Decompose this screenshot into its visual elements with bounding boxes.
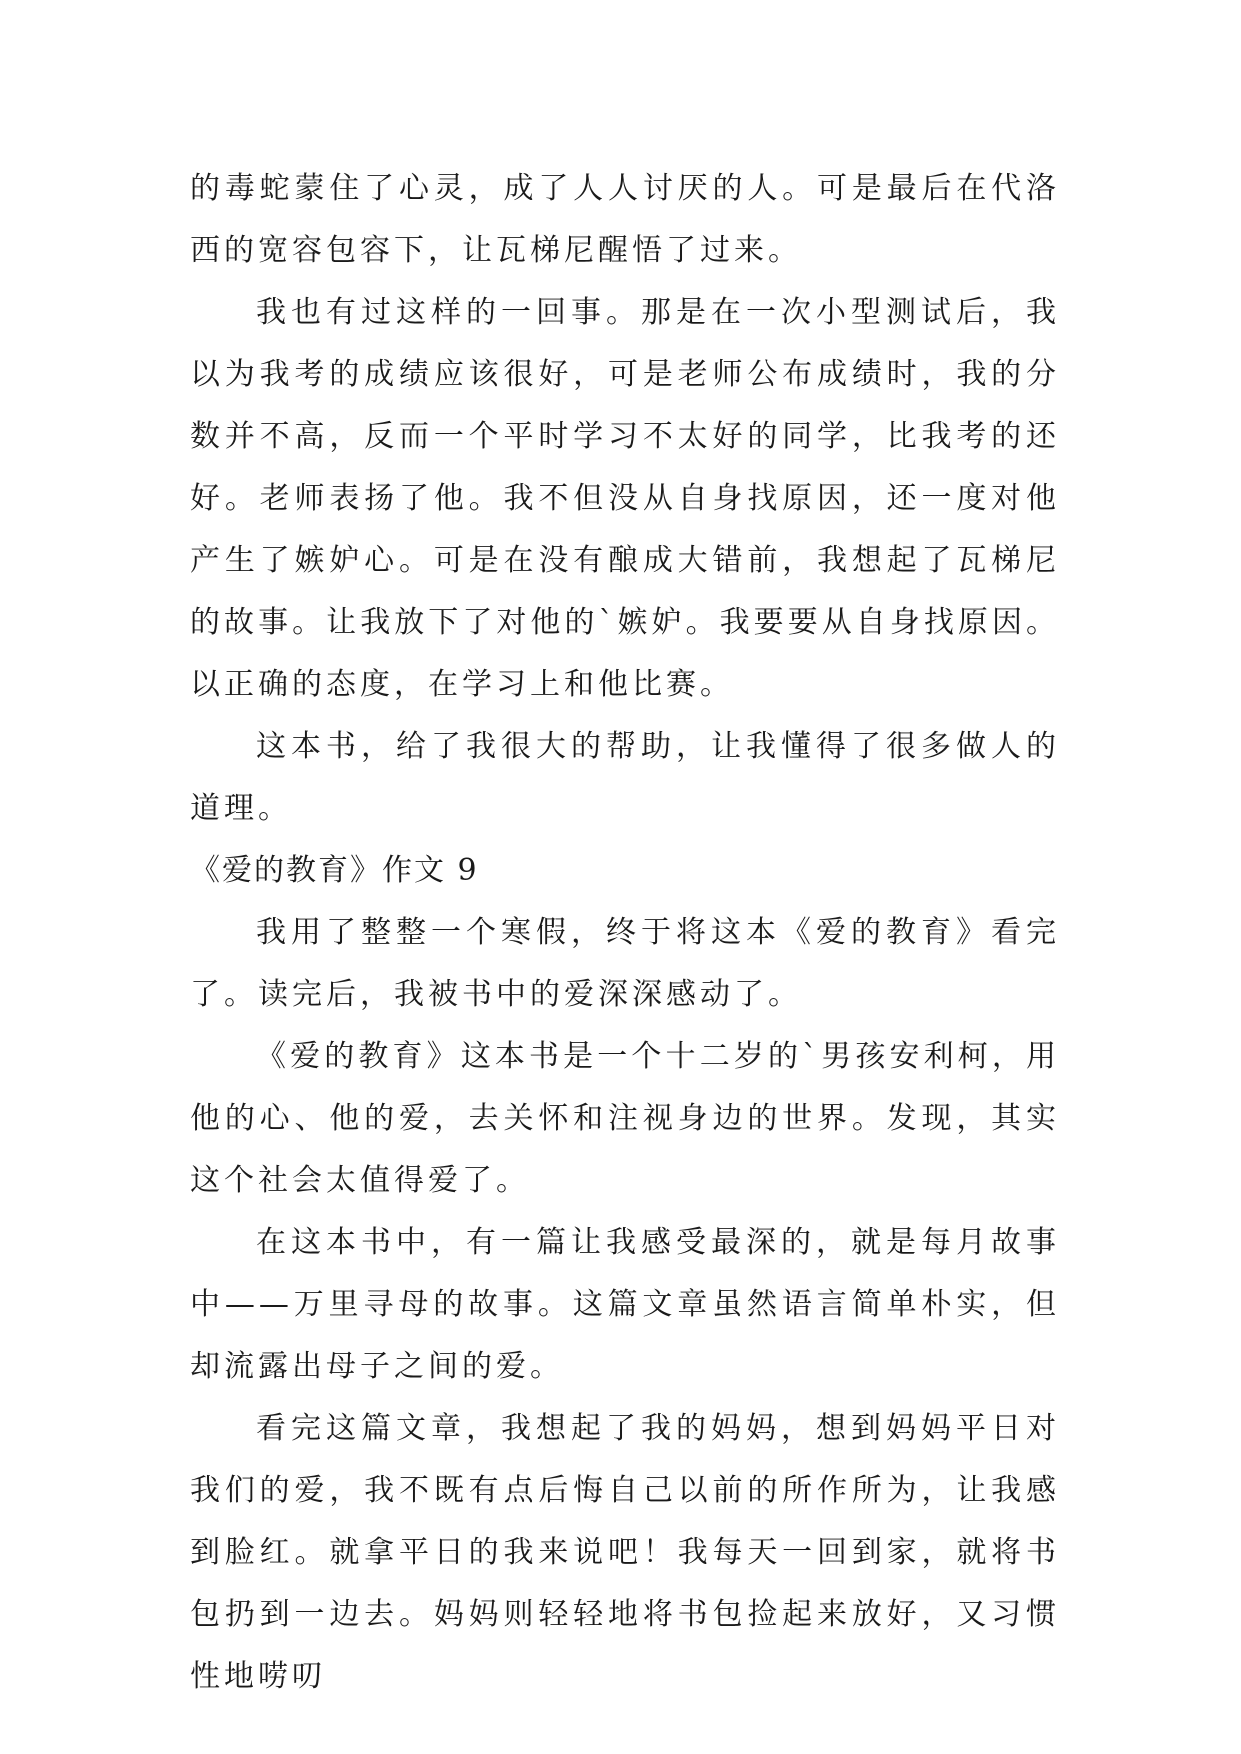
paragraph: 看完这篇文章，我想起了我的妈妈，想到妈妈平日对我们的爱，我不既有点后悔自己以前的所作所为，让我感到脸红。就拿平日的我来说吧！我每天一回到家，就将书包扔到一边去。妈妈则轻轻地将书包捡起来放好，又习惯性地唠叨: [190, 1411, 1060, 1694]
paragraph: 这本书，给了我很大的帮助，让我懂得了很多做人的道理。: [190, 729, 1060, 826]
document-body: [190, 158, 1060, 1708]
paragraph: 我用了整整一个寒假，终于将这本《爱的教育》看完了。读完后，我被书中的爱深深感动了。: [190, 915, 1060, 1012]
paragraph: 《爱的教育》这本书是一个十二岁的`男孩安利柯，用他的心、他的爱，去关怀和注视身边的世界。发现，其实这个社会太值得爱了。: [190, 1039, 1060, 1198]
section-heading: 《爱的教育》作文 9: [190, 853, 479, 888]
paragraph: 我也有过这样的一回事。那是在一次小型测试后，我以为我考的成绩应该很好，可是老师公布成绩时，我的分数并不高，反而一个平时学习不太好的同学，比我考的还好。老师表扬了他。我不但没从自身找原因，还一度对他产生了嫉妒心。可是在没有酿成大错前，我想起了瓦梯尼的故事。让我放下了对他的`嫉妒。我要要从自身找原因。以正确的态度，在学习上和他比赛。: [190, 295, 1060, 702]
paragraph: 在这本书中，有一篇让我感受最深的，就是每月故事中——万里寻母的故事。这篇文章虽然语言简单朴实，但却流露出母子之间的爱。: [190, 1225, 1060, 1384]
paragraph-continuation: 的毒蛇蒙住了心灵，成了人人讨厌的人。可是最后在代洛西的宽容包容下，让瓦梯尼醒悟了过来。: [190, 171, 1060, 268]
